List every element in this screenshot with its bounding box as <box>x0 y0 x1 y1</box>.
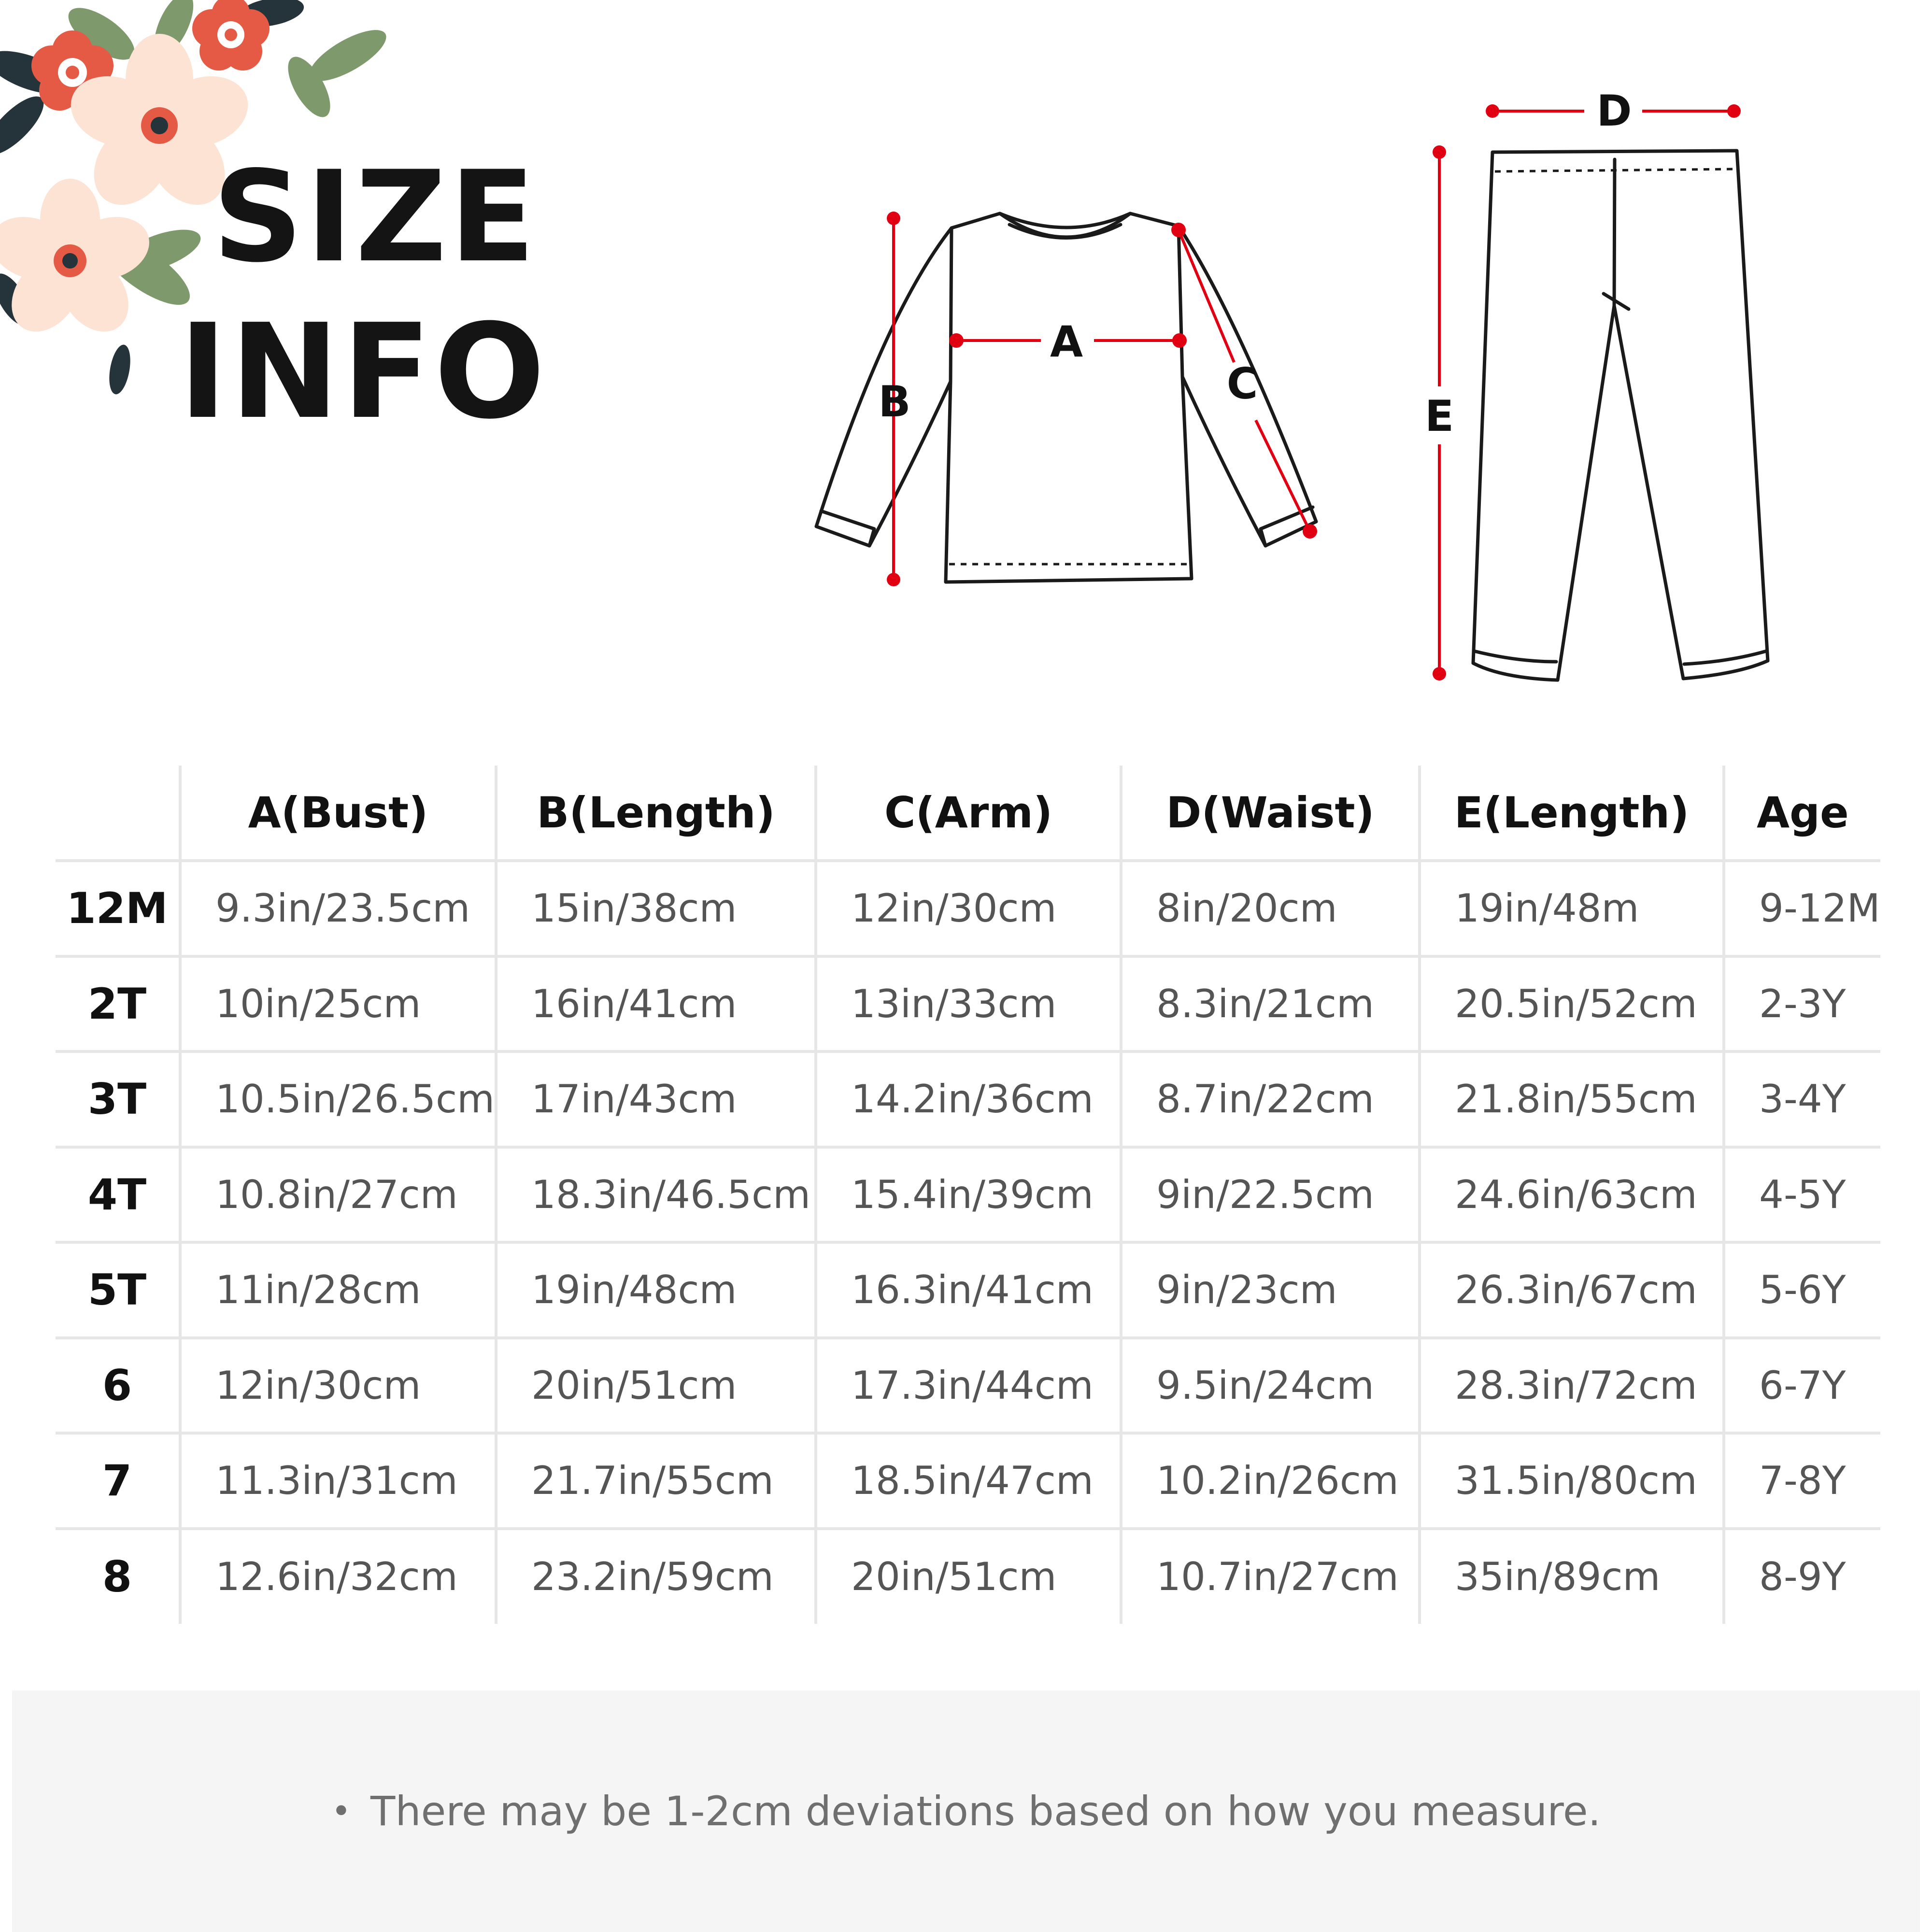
column-header: E(Length) <box>1420 766 1724 861</box>
measurement-cell: 23.2in/59cm <box>496 1529 816 1624</box>
measurement-cell: 18.3in/46.5cm <box>496 1147 816 1243</box>
measurement-cell: 9.5in/24cm <box>1121 1338 1420 1434</box>
table-row <box>56 1242 1880 1338</box>
size-label-cell: 6 <box>56 1338 180 1434</box>
dimension-label-c: C <box>1226 359 1258 409</box>
measurement-cell: 8.3in/21cm <box>1121 956 1420 1052</box>
measurement-cell: 3-4Y <box>1724 1051 1880 1147</box>
title-line-size: SIZE <box>213 144 539 290</box>
size-label-cell: 5T <box>56 1242 180 1338</box>
table-row <box>56 1147 1880 1243</box>
measurement-note-text: There may be 1-2cm deviations based on how you measure. <box>370 1788 1601 1835</box>
measurement-cell: 35in/89cm <box>1420 1529 1724 1624</box>
measurement-cell: 2-3Y <box>1724 956 1880 1052</box>
measurement-cell: 18.5in/47cm <box>816 1433 1121 1529</box>
column-header: Age <box>1724 766 1880 861</box>
measurement-cell: 8in/20cm <box>1121 861 1420 956</box>
measurement-cell: 20in/51cm <box>816 1529 1121 1624</box>
column-header: D(Waist) <box>1121 766 1420 861</box>
column-header: C(Arm) <box>816 766 1121 861</box>
measurement-cell: 5-6Y <box>1724 1242 1880 1338</box>
measurement-note <box>12 1690 1920 1932</box>
measurement-cell: 10.8in/27cm <box>180 1147 496 1243</box>
measurement-cell: 12.6in/32cm <box>180 1529 496 1624</box>
size-label-cell: 4T <box>56 1147 180 1243</box>
measurement-cell: 21.7in/55cm <box>496 1433 816 1529</box>
table-body <box>56 861 1880 1624</box>
measurement-cell: 28.3in/72cm <box>1420 1338 1724 1434</box>
measurement-cell: 6-7Y <box>1724 1338 1880 1434</box>
measurement-cell: 26.3in/67cm <box>1420 1242 1724 1338</box>
header-size-blank <box>56 766 180 861</box>
measurement-note-panel <box>12 1690 1920 1932</box>
column-header: B(Length) <box>496 766 816 861</box>
measurement-cell: 8.7in/22cm <box>1121 1051 1420 1147</box>
size-label-cell: 3T <box>56 1051 180 1147</box>
measurement-cell: 13in/33cm <box>816 956 1121 1052</box>
measurement-cell: 31.5in/80cm <box>1420 1433 1724 1529</box>
table-row <box>56 956 1880 1052</box>
measurement-cell: 16.3in/41cm <box>816 1242 1121 1338</box>
size-chart-table <box>56 766 1880 1624</box>
measurement-cell: 16in/41cm <box>496 956 816 1052</box>
measurement-cell: 11in/28cm <box>180 1242 496 1338</box>
measurement-cell: 20.5in/52cm <box>1420 956 1724 1052</box>
table-header-row <box>56 766 1880 861</box>
pants-garment-icon <box>1401 72 1811 700</box>
measurement-cell: 15.4in/39cm <box>816 1147 1121 1243</box>
measurement-cell: 9in/23cm <box>1121 1242 1420 1338</box>
dimension-label-d: D <box>1596 86 1632 136</box>
table-row <box>56 1051 1880 1147</box>
dimension-label-e: E <box>1424 391 1454 441</box>
title-line-info: INFO <box>179 296 548 448</box>
measurement-cell: 4-5Y <box>1724 1147 1880 1243</box>
column-header: A(Bust) <box>180 766 496 861</box>
size-label-cell: 12M <box>56 861 180 956</box>
measurement-cell: 19in/48m <box>1420 861 1724 956</box>
size-label-cell: 8 <box>102 1552 132 1602</box>
table-row <box>56 1338 1880 1434</box>
measurement-cell: 17.3in/44cm <box>816 1338 1121 1434</box>
measurement-cell: 20in/51cm <box>496 1338 816 1434</box>
measurement-cell: 15in/38cm <box>496 861 816 956</box>
table-row <box>56 1529 1880 1624</box>
measurement-cell: 8-9Y <box>1724 1529 1880 1624</box>
size-label-cell: 7 <box>56 1433 180 1529</box>
measurement-cell: 11.3in/31cm <box>180 1433 496 1529</box>
measurement-cell: 12in/30cm <box>180 1338 496 1434</box>
measurement-cell: 9.3in/23.5cm <box>180 861 496 956</box>
table-row <box>56 861 1880 956</box>
measurement-cell: 9-12M <box>1724 861 1880 956</box>
measurement-cell: 24.6in/63cm <box>1420 1147 1724 1243</box>
table-row <box>56 1433 1880 1529</box>
measurement-cell: 17in/43cm <box>496 1051 816 1147</box>
measurement-cell: 7-8Y <box>1724 1433 1880 1529</box>
measurement-cell: 10.5in/26.5cm <box>180 1051 496 1147</box>
dimension-label-a: A <box>1050 317 1083 367</box>
measurement-cell: 10.7in/27cm <box>1121 1529 1420 1624</box>
size-label-cell: 2T <box>56 956 180 1052</box>
measurement-cell: 14.2in/36cm <box>816 1051 1121 1147</box>
measurement-cell: 12in/30cm <box>816 861 1121 956</box>
measurement-cell: 9in/22.5cm <box>1121 1147 1420 1243</box>
dimension-label-b: B <box>878 377 911 426</box>
measurement-cell: 10.2in/26cm <box>1121 1433 1420 1529</box>
measurement-cell: 19in/48cm <box>496 1242 816 1338</box>
bullet-icon: • <box>331 1791 352 1831</box>
measurement-cell: 10in/25cm <box>180 956 496 1052</box>
size-info-title <box>179 144 548 448</box>
measurement-cell: 21.8in/55cm <box>1420 1051 1724 1147</box>
